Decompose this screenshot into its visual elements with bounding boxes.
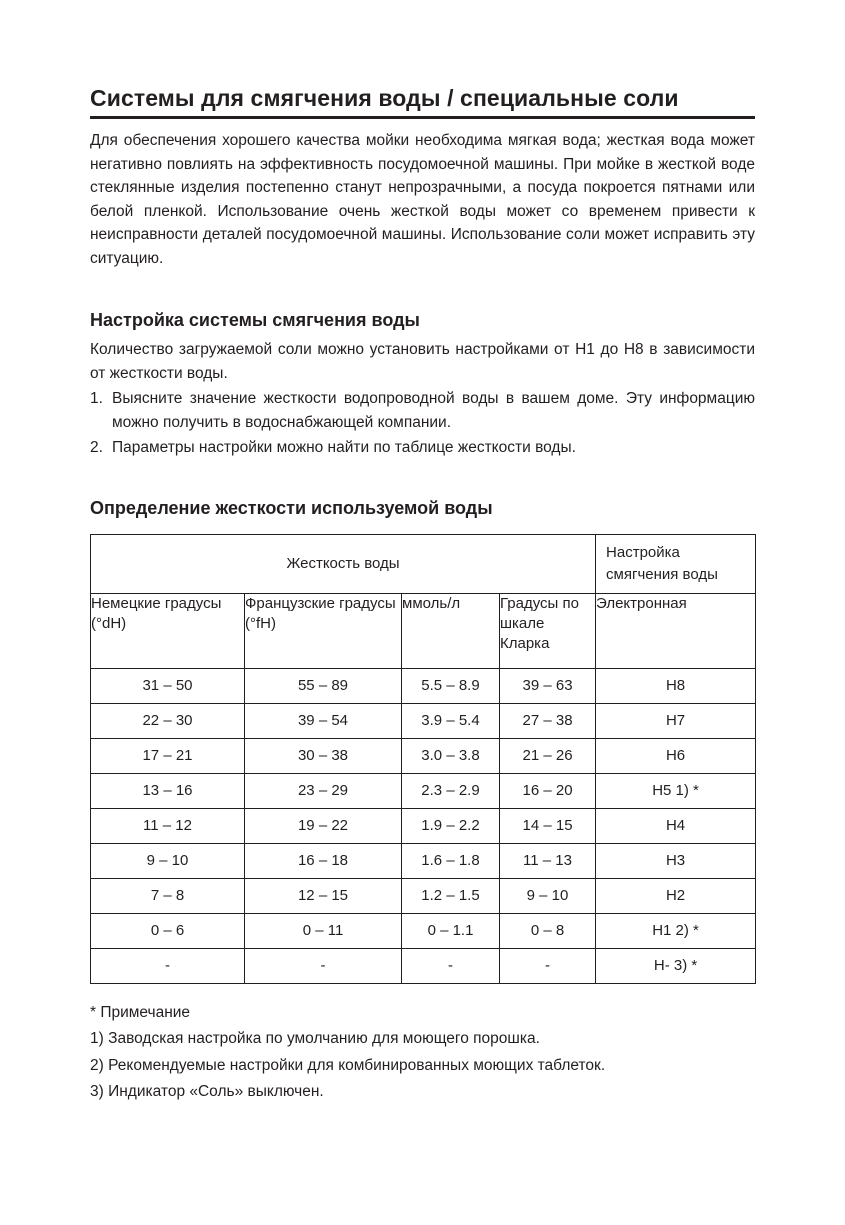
list-item xyxy=(90,387,755,434)
hardness-section-title: Определение жесткости используемой воды xyxy=(90,497,493,518)
table-cell: 12 – 15 xyxy=(245,878,402,913)
table-row xyxy=(91,808,756,843)
table-row xyxy=(91,773,756,808)
table-cell: 16 – 18 xyxy=(245,843,402,878)
table-cell: H7 xyxy=(596,703,756,738)
table-cell: H5 1) * xyxy=(596,773,756,808)
table-cell: 0 – 1.1 xyxy=(402,913,500,948)
table-cell: 55 – 89 xyxy=(245,668,402,703)
softener-setup-section xyxy=(90,308,755,460)
table-cell: 3.0 – 3.8 xyxy=(402,738,500,773)
table-cell: 19 – 22 xyxy=(245,808,402,843)
page xyxy=(90,84,755,1106)
header-water-hardness: Жесткость воды xyxy=(91,534,596,593)
table-cell: 0 – 8 xyxy=(500,913,596,948)
table-cell: H2 xyxy=(596,878,756,913)
table-cell: 14 – 15 xyxy=(500,808,596,843)
table-cell: 27 – 38 xyxy=(500,703,596,738)
table-cell: 21 – 26 xyxy=(500,738,596,773)
list-item xyxy=(90,436,755,460)
table-cell: 39 – 63 xyxy=(500,668,596,703)
note-item: 1) Заводская настройка по умолчанию для моющего порошка. xyxy=(90,1030,540,1047)
table-cell: H- 3) * xyxy=(596,948,756,983)
softener-setup-title: Настройка системы смягчения воды xyxy=(90,310,420,330)
table-row xyxy=(91,843,756,878)
table-cell: H6 xyxy=(596,738,756,773)
table-cell: - xyxy=(402,948,500,983)
step-number: 2. xyxy=(90,439,103,456)
step-number: 1. xyxy=(90,390,103,407)
table-cell: 17 – 21 xyxy=(91,738,245,773)
table-cell: 3.9 – 5.4 xyxy=(402,703,500,738)
table-cell: 11 – 13 xyxy=(500,843,596,878)
notes-heading: * Примечание xyxy=(90,1003,191,1021)
table-cell: 30 – 38 xyxy=(245,738,402,773)
table-cell: 31 – 50 xyxy=(91,668,245,703)
table-cell: 13 – 16 xyxy=(91,773,245,808)
note-item: 3) Индикатор «Соль» выключен. xyxy=(90,1083,324,1100)
column-header: ммоль/л xyxy=(402,593,500,668)
hardness-table xyxy=(90,534,756,984)
step-text: Выясните значение жесткости водопроводной воды в вашем доме. Эту информацию можно получить в водоснабжающей компании. xyxy=(112,390,755,431)
column-header: Электронная xyxy=(596,593,756,668)
table-cell: 9 – 10 xyxy=(500,878,596,913)
table-cell: - xyxy=(245,948,402,983)
table-row xyxy=(91,738,756,773)
column-header: Градусы по шкале Кларка xyxy=(500,593,596,668)
step-text: Параметры настройки можно найти по таблице жесткости воды. xyxy=(112,439,576,456)
hardness-section xyxy=(90,496,755,984)
table-cell: 0 – 11 xyxy=(245,913,402,948)
table-cell: - xyxy=(91,948,245,983)
steps-list xyxy=(90,387,755,460)
table-row xyxy=(91,703,756,738)
notes xyxy=(90,1000,755,1106)
note-item: 2) Рекомендуемые настройки для комбинированных моющих таблеток. xyxy=(90,1056,606,1074)
table-cell: H8 xyxy=(596,668,756,703)
table-row xyxy=(91,913,756,948)
table-cell: 11 – 12 xyxy=(91,808,245,843)
page-title: Системы для смягчения воды / специальные соли xyxy=(90,84,755,119)
softener-setup-text: Количество загружаемой соли можно установить настройками от H1 до H8 в зависимости от жесткости воды. xyxy=(90,341,755,382)
table-cell: H4 xyxy=(596,808,756,843)
table-row xyxy=(91,878,756,913)
table-cell: 39 – 54 xyxy=(245,703,402,738)
table-cell: 9 – 10 xyxy=(91,843,245,878)
table-cell: H3 xyxy=(596,843,756,878)
table-cell: 22 – 30 xyxy=(91,703,245,738)
column-header: Немецкие градусы (°dH) xyxy=(91,593,245,668)
table-cell: - xyxy=(500,948,596,983)
table-cell: 1.9 – 2.2 xyxy=(402,808,500,843)
table-row xyxy=(91,948,756,983)
table-cell: 16 – 20 xyxy=(500,773,596,808)
table-cell: 1.2 – 1.5 xyxy=(402,878,500,913)
table-cell: 5.5 – 8.9 xyxy=(402,668,500,703)
table-cell: 0 – 6 xyxy=(91,913,245,948)
table-cell: H1 2) * xyxy=(596,913,756,948)
table-body xyxy=(91,668,756,983)
header-softener-setting: Настройка смягчения воды xyxy=(596,534,756,593)
table-cell: 23 – 29 xyxy=(245,773,402,808)
column-header: Французские градусы (°fH) xyxy=(245,593,402,668)
table-cell: 7 – 8 xyxy=(91,878,245,913)
intro-paragraph: Для обеспечения хорошего качества мойки необходима мягкая вода; жесткая вода может негативно повлиять на эффективность посудомоечной машины. При мойке в жесткой воде стеклянные изделия постепенно станут непрозрачными, а посуда покроется пятнами или белой пленкой. Использование очень жесткой воды может со временем привести к неисправности деталей посудомоечной машины. Использование соли может исправить эту ситуацию. xyxy=(90,132,755,267)
table-row xyxy=(91,668,756,703)
table-cell: 1.6 – 1.8 xyxy=(402,843,500,878)
table-cell: 2.3 – 2.9 xyxy=(402,773,500,808)
